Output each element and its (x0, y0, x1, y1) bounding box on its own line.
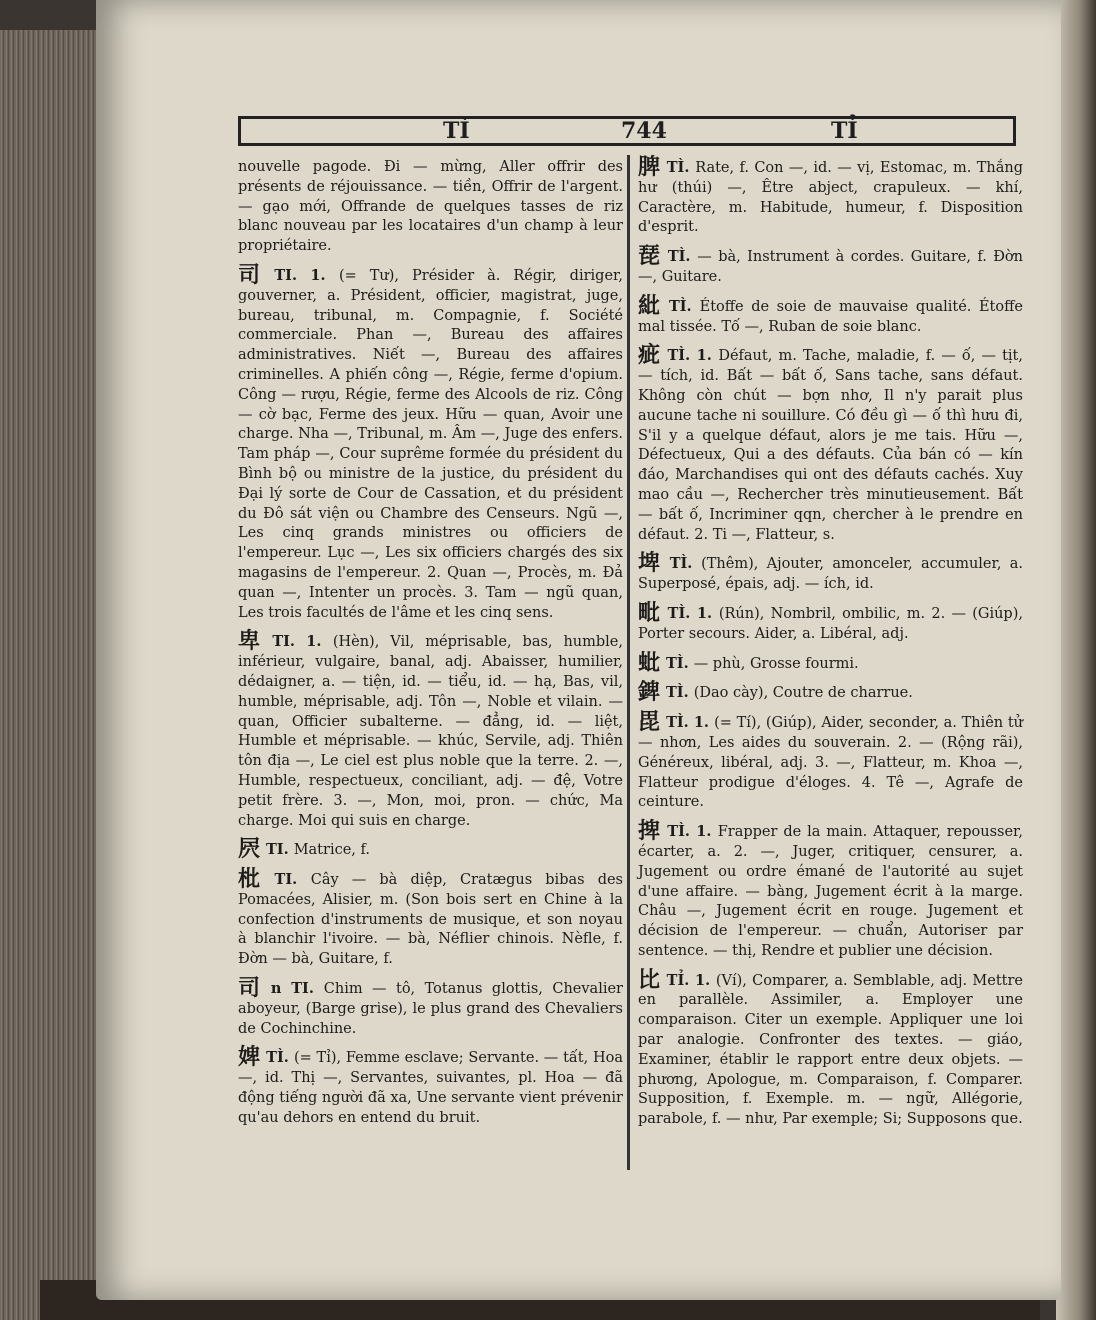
entry-label: TÌ. (666, 159, 696, 176)
dictionary-entry (238, 261, 623, 623)
entry-headword: 毗 (638, 599, 662, 626)
left-column (238, 158, 623, 1138)
entry-definition: Chim — tô, Totanus glottis, Chevalier aboyeur, (Barge grise), le plus grand des Chevaliers de Cochinchine. (238, 981, 623, 1037)
entry-headword: 屄 (238, 836, 261, 863)
dictionary-entry (238, 866, 623, 970)
entry-definition: (= Tỉ), Femme esclave; Servante. — tất, Hoa —, id. Thị —, Servantes, suivantes, pl. Hoa — đã động tiếng người đã xa, Une servante vient prévenir qu'au dehors en entend du bruit. (238, 1050, 623, 1126)
entry-label: TỈ. 1. (666, 971, 716, 989)
entry-headword: 婢 (238, 1044, 261, 1071)
entry-label: TÌ. (666, 684, 694, 702)
running-header (238, 116, 1016, 146)
entry-headword: 疵 (638, 342, 662, 369)
entry-headword: 紕 (638, 292, 663, 319)
entry-headword: 毘 (638, 709, 661, 736)
entry-headword: 琵 (638, 243, 662, 270)
entry-definition: (Dao cày), Coutre de charrue. (693, 685, 913, 702)
entry-label: TÌ. (666, 654, 694, 672)
dictionary-entry (638, 709, 1023, 813)
entry-definition: nouvelle pagode. Đi — mừng, Aller offrir des présents de réjouissance. — tiền, Offrir de l'argent. — gạo mới, Offrande de quelques tasses de riz blanc nouveau par les locataires d'un champ à leur propriétaire. (238, 159, 623, 255)
entry-label: n TI. (270, 980, 324, 998)
entry-definition: Matrice, f. (293, 842, 370, 859)
header-right-word: TỈ (831, 118, 858, 144)
dictionary-entry (238, 158, 623, 257)
entry-definition: Défaut, m. Tache, maladie, f. — ố, — tịt, — tích, id. Bất — bất ố, Sans tache, sans défaut. Không còn chút — bợn nhơ, Il n'y parait plus aucune tache ni souillure. Có đều gì — ố thì hưu đi, S'il y a quelque défaut, alors je me tais. Hữu —, Défectueux, Qui a des défauts. Của bán có — kín đáo, Marchandises qui ont des défauts cachés. Xuy mao cầu —, Rechercher très minutieusement. Bất — bất ố, Incriminer qqn, chercher à le prendre en défaut. 2. Ti —, Flatteur, s. (638, 348, 1023, 543)
entry-label: TÌ. (668, 297, 700, 315)
column-divider (627, 155, 630, 1170)
entry-headword: 司 (238, 261, 269, 288)
entry-label: TI. (266, 841, 294, 859)
entry-definition: Frapper de la main. Attaquer, repousser, écarter, a. 2. —, Juger, critiquer, censurer, a. Jugement ou ordre émané de l'autorité au sujet d'une affaire. — bàng, Jugement écrit à la marge. Châu —, Jugement écrit en rouge. Jugement et décision de l'empereur. — chuẩn, Autoriser par sentence. — thị, Rendre et publier une décision. (638, 824, 1023, 959)
dictionary-entry (638, 679, 1023, 706)
dictionary-entry (638, 550, 1024, 595)
header-left-word: TÌ (443, 118, 470, 144)
dictionary-entry (238, 836, 623, 863)
dictionary-entry (238, 1044, 623, 1128)
entry-definition: (= Tư), Présider à. Régir, diriger, gouverner, a. Président, officier, magistrat, juge, bureau, tribunal, m. Compagnie, f. Société commerciale. Phan —, Bureau des affaires administratives. Niết —, Bureau des affaires criminelles. A phiến công —, Régie, ferme d'opium. Công — rượu, Régie, ferme des Alcools de riz. Công — cờ bạc, Ferme des jeux. Hữu — quan, Avoir une charge. Nha —, Tribunal, m. Âm —, Juge des enfers. Tam pháp —, Cour suprême formée du président du Bình bộ ou ministre de la justice, du président du Đại lý sorte de Cour de Cassation, et du président du Đô sát viện ou Chambre des Censeurs. Ngũ —, Les cinq grands ministres ou officiers de l'empereur. Lục —, Les six officiers chargés des six magasins de l'empereur. 2. Quan —, Procès, m. Đả quan —, Intenter un procès. 3. Tam — ngũ quan, Les trois facultés de l'âme et les cinq sens. (238, 267, 623, 621)
dictionary-entry (638, 292, 1023, 338)
dictionary-entry (638, 342, 1023, 545)
entry-headword: 司 (238, 975, 265, 1002)
entry-headword: 錍 (638, 679, 661, 706)
entry-label: TÌ. 1. (667, 604, 719, 622)
entry-definition: (= Tí), (Giúp), Aider, seconder, a. Thiên tử — nhơn, Les aides du souverain. 2. — (Rộng rãi), Généreux, libéral, adj. 3. —, Flatteur, m. Khoa —, Flatteur prodigue d'éloges. 4. Tê —, Agrafe de ceinture. (638, 715, 1023, 811)
dictionary-entry (238, 975, 623, 1039)
entry-definition: (Rún), Nombril, ombilic, m. 2. — (Giúp), Porter secours. Aider, a. Libéral, adj. (638, 605, 1023, 642)
entry-headword: 埤 (638, 550, 664, 577)
entry-headword: 脾 (638, 154, 661, 180)
entry-label: TÌ. (669, 555, 702, 573)
entry-label: TÌ. 1. (667, 823, 718, 841)
dictionary-entry (638, 649, 1023, 676)
dictionary-entry (638, 243, 1023, 288)
dictionary-entry (638, 599, 1023, 645)
entry-definition: — phù, Grosse fourmi. (693, 655, 859, 672)
dictionary-entry (638, 818, 1023, 962)
dictionary-entry (238, 628, 623, 831)
entry-definition: Cây — bà diệp, Cratægus bibas des Pomacées, Alisier, m. (Son bois sert en Chine à la confection d'instruments de musique, et son noyau à blanchir l'ivoire. — bà, Néflier chinois. Nèfle, f. Đờn — bà, Guitare, f. (238, 872, 623, 968)
dictionary-entry (638, 154, 1023, 238)
book-page-edges (0, 30, 100, 1320)
entry-label: TI. 1. (274, 266, 339, 284)
page-number: 744 (621, 118, 667, 144)
entry-headword: 卑 (238, 628, 267, 655)
right-column (638, 154, 1024, 1139)
entry-headword: 蚍 (638, 649, 661, 676)
next-page-edge (1056, 0, 1096, 1320)
entry-definition: Étoffe de soie de mauvaise qualité. Étoffe mal tissée. Tố —, Ruban de soie blanc. (638, 298, 1023, 335)
entry-label: TÌ. (266, 1049, 294, 1067)
entry-definition: (Ví), Comparer, a. Semblable, adj. Mettre en parallèle. Assimiler, a. Employer une comparaison. Citer un exemple. Appliquer une loi par analogie. Confronter des textes. — giáo, Examiner, établir le rapport entre deux objets. — phương, Apologue, m. Comparaison, f. Comparer. Supposition, f. Exemple. m. — ngữ, Allégorie, parabole, f. — như, Par exemple; Si; Supposons que. (638, 972, 1023, 1128)
entry-definition: (Hèn), Vil, méprisable, bas, humble, inférieur, vulgaire, banal, adj. Abaisser, humilier, dédaigner, a. — tiện, id. — tiểu, id. — hạ, Bas, vil, humble, méprisable, adj. Tôn —, Noble et vilain. — quan, Officier subalterne. — đẳng, id. — liệt, Humble et méprisable. — khúc, Servile, adj. Thiên tôn địa —, Le ciel est plus noble que la terre. 2. —, Humble, respectueux, conciliant, adj. — đệ, Votre petit frère. 3. —, Mon, moi, pron. — chức, Ma charge. Moi qui suis en charge. (238, 634, 623, 829)
entry-definition: — bà, Instrument à cordes. Guitare, f. Đờn —, Guitare. (638, 249, 1023, 285)
entry-label: TÌ. (667, 248, 698, 266)
entry-definition: (Thêm), Ajouter, amonceler, accumuler, a. Superposé, épais, adj. — ích, id. (638, 556, 1024, 593)
entry-label: TÌ. 1. (666, 714, 715, 732)
entry-headword: 比 (638, 966, 661, 993)
entry-label: TI. 1. (272, 633, 333, 651)
entry-label: TÌ. 1. (667, 347, 719, 365)
entry-definition: Rate, f. Con —, id. — vị, Estomac, m. Thắng hư (thúi) —, Être abject, crapuleux. — khí, Caractère, m. Habitude, humeur, f. Disposition d'esprit. (638, 160, 1023, 236)
entry-headword: 捭 (638, 818, 662, 845)
entry-label: TI. (274, 871, 311, 889)
entry-headword: 枇 (238, 866, 269, 893)
dictionary-entry (638, 966, 1023, 1130)
